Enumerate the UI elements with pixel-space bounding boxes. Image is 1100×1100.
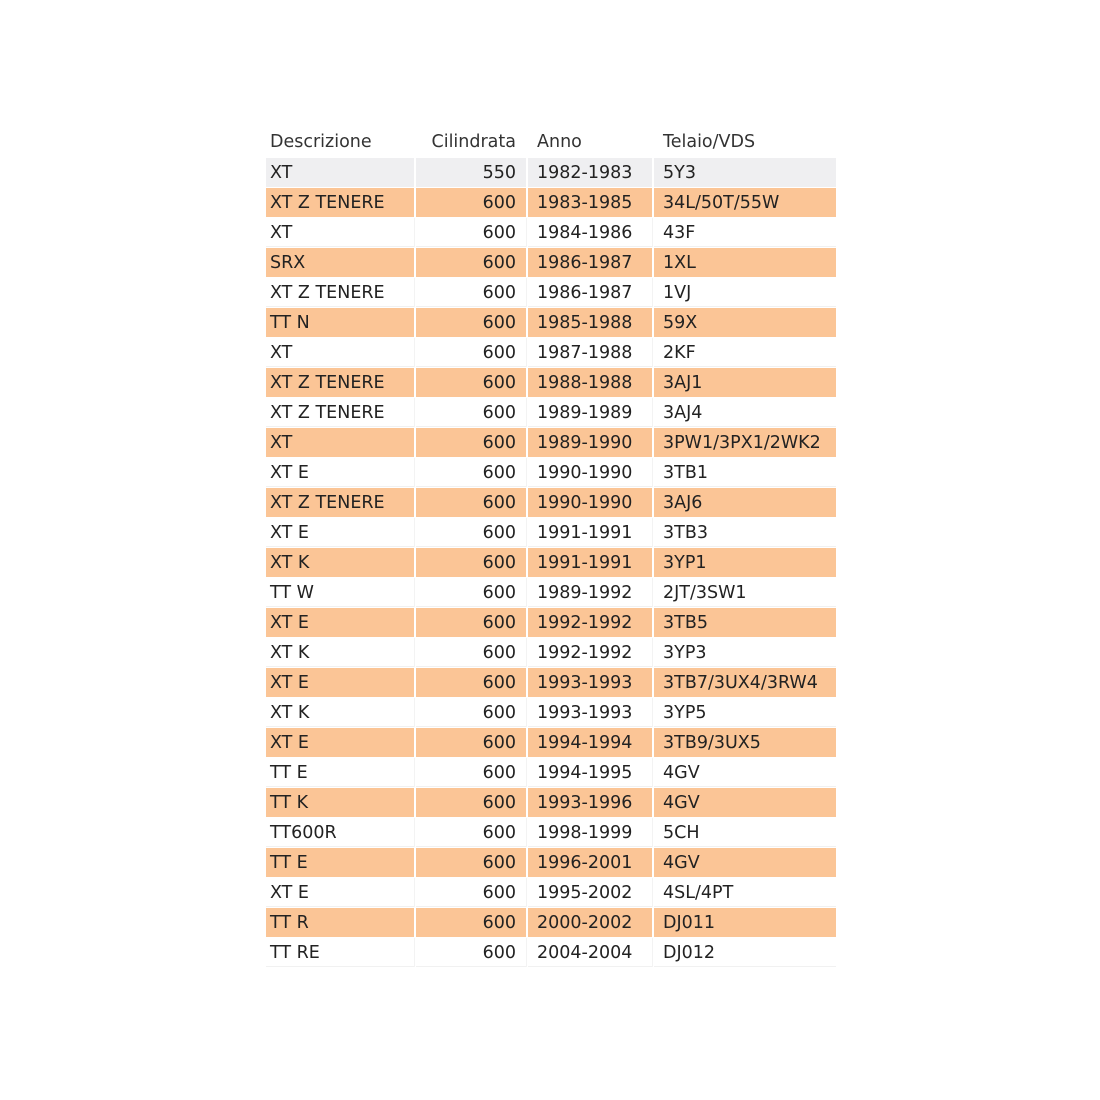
cell-telaio-vds: 59X — [654, 308, 836, 337]
cell-telaio-vds: 3TB1 — [654, 458, 836, 487]
cell-telaio-vds: 3TB5 — [654, 608, 836, 637]
cell-descrizione: TT K — [266, 788, 414, 817]
table-row[interactable] — [266, 308, 836, 338]
table-row[interactable] — [266, 578, 836, 608]
models-table — [266, 128, 836, 968]
cell-telaio-vds: 5Y3 — [654, 158, 836, 187]
cell-descrizione: XT — [266, 218, 414, 247]
cell-descrizione: XT K — [266, 548, 414, 577]
cell-anno: 2004-2004 — [528, 938, 652, 967]
cell-anno: 1987-1988 — [528, 338, 652, 367]
table-row[interactable] — [266, 248, 836, 278]
cell-anno: 1994-1994 — [528, 728, 652, 757]
table-row[interactable] — [266, 398, 836, 428]
cell-telaio-vds: 4SL/4PT — [654, 878, 836, 907]
cell-telaio-vds: 3TB9/3UX5 — [654, 728, 836, 757]
cell-anno: 1996-2001 — [528, 848, 652, 877]
table-row[interactable] — [266, 458, 836, 488]
cell-telaio-vds: 2JT/3SW1 — [654, 578, 836, 607]
cell-cilindrata: 600 — [416, 788, 526, 817]
cell-cilindrata: 600 — [416, 728, 526, 757]
cell-cilindrata: 600 — [416, 608, 526, 637]
column-header-anno[interactable]: Anno — [528, 128, 652, 158]
cell-cilindrata: 600 — [416, 368, 526, 397]
table-row[interactable] — [266, 368, 836, 398]
cell-cilindrata: 600 — [416, 308, 526, 337]
cell-anno: 1985-1988 — [528, 308, 652, 337]
table-row[interactable] — [266, 488, 836, 518]
cell-cilindrata: 600 — [416, 698, 526, 727]
cell-anno: 1995-2002 — [528, 878, 652, 907]
cell-descrizione: XT E — [266, 728, 414, 757]
cell-cilindrata: 600 — [416, 188, 526, 217]
cell-cilindrata: 600 — [416, 338, 526, 367]
cell-cilindrata: 600 — [416, 548, 526, 577]
table-row[interactable] — [266, 608, 836, 638]
cell-anno: 1986-1987 — [528, 248, 652, 277]
table-row[interactable] — [266, 728, 836, 758]
cell-anno: 1998-1999 — [528, 818, 652, 847]
cell-cilindrata: 600 — [416, 398, 526, 427]
cell-cilindrata: 600 — [416, 428, 526, 457]
table-row[interactable] — [266, 788, 836, 818]
cell-anno: 1994-1995 — [528, 758, 652, 787]
cell-cilindrata: 600 — [416, 878, 526, 907]
cell-telaio-vds: 5CH — [654, 818, 836, 847]
cell-telaio-vds: 3TB7/3UX4/3RW4 — [654, 668, 836, 697]
cell-anno: 1982-1983 — [528, 158, 652, 187]
cell-anno: 1990-1990 — [528, 488, 652, 517]
cell-telaio-vds: 1VJ — [654, 278, 836, 307]
cell-descrizione: XT E — [266, 458, 414, 487]
table-row[interactable] — [266, 818, 836, 848]
cell-cilindrata: 600 — [416, 848, 526, 877]
column-header-cilindrata[interactable]: Cilindrata — [416, 128, 526, 158]
cell-descrizione: TT R — [266, 908, 414, 937]
cell-descrizione: XT Z TENERE — [266, 488, 414, 517]
cell-anno: 2000-2002 — [528, 908, 652, 937]
table-row[interactable] — [266, 278, 836, 308]
table-row[interactable] — [266, 338, 836, 368]
table-row[interactable] — [266, 878, 836, 908]
cell-descrizione: XT Z TENERE — [266, 368, 414, 397]
cell-descrizione: XT E — [266, 878, 414, 907]
cell-telaio-vds: 3PW1/3PX1/2WK2 — [654, 428, 836, 457]
cell-telaio-vds: 3AJ4 — [654, 398, 836, 427]
cell-anno: 1991-1991 — [528, 548, 652, 577]
cell-cilindrata: 600 — [416, 818, 526, 847]
cell-descrizione: SRX — [266, 248, 414, 277]
table-row[interactable] — [266, 698, 836, 728]
cell-anno: 1986-1987 — [528, 278, 652, 307]
cell-telaio-vds: 3AJ1 — [654, 368, 836, 397]
table-row[interactable] — [266, 158, 836, 188]
cell-descrizione: XT — [266, 428, 414, 457]
table-body — [266, 158, 836, 968]
cell-anno: 1989-1992 — [528, 578, 652, 607]
cell-cilindrata: 600 — [416, 938, 526, 967]
cell-cilindrata: 600 — [416, 908, 526, 937]
cell-anno: 1991-1991 — [528, 518, 652, 547]
cell-telaio-vds: 34L/50T/55W — [654, 188, 836, 217]
cell-telaio-vds: DJ011 — [654, 908, 836, 937]
cell-descrizione: TT N — [266, 308, 414, 337]
cell-telaio-vds: 4GV — [654, 758, 836, 787]
cell-anno: 1990-1990 — [528, 458, 652, 487]
cell-cilindrata: 600 — [416, 578, 526, 607]
column-header-telaio-vds[interactable]: Telaio/VDS — [654, 128, 836, 158]
cell-telaio-vds: 4GV — [654, 788, 836, 817]
table-row[interactable] — [266, 938, 836, 968]
cell-anno: 1984-1986 — [528, 218, 652, 247]
cell-descrizione: XT Z TENERE — [266, 188, 414, 217]
cell-descrizione: XT — [266, 338, 414, 367]
cell-telaio-vds: 43F — [654, 218, 836, 247]
cell-descrizione: XT K — [266, 698, 414, 727]
cell-descrizione: TT E — [266, 758, 414, 787]
cell-anno: 1993-1993 — [528, 668, 652, 697]
table-header — [266, 128, 836, 158]
cell-cilindrata: 600 — [416, 638, 526, 667]
cell-descrizione: TT W — [266, 578, 414, 607]
cell-cilindrata: 600 — [416, 668, 526, 697]
table-row[interactable] — [266, 218, 836, 248]
cell-telaio-vds: 3YP5 — [654, 698, 836, 727]
cell-anno: 1983-1985 — [528, 188, 652, 217]
table-row[interactable] — [266, 848, 836, 878]
cell-cilindrata: 600 — [416, 248, 526, 277]
cell-anno: 1992-1992 — [528, 638, 652, 667]
column-header-descrizione[interactable]: Descrizione — [270, 132, 372, 152]
table-row[interactable] — [266, 428, 836, 458]
table-row[interactable] — [266, 908, 836, 938]
cell-telaio-vds: 3YP3 — [654, 638, 836, 667]
table-row[interactable] — [266, 548, 836, 578]
cell-telaio-vds: 2KF — [654, 338, 836, 367]
cell-telaio-vds: 4GV — [654, 848, 836, 877]
cell-telaio-vds: 3AJ6 — [654, 488, 836, 517]
cell-anno: 1992-1992 — [528, 608, 652, 637]
cell-cilindrata: 600 — [416, 458, 526, 487]
cell-descrizione: TT E — [266, 848, 414, 877]
cell-telaio-vds: 1XL — [654, 248, 836, 277]
table-row[interactable] — [266, 758, 836, 788]
table-row[interactable] — [266, 668, 836, 698]
cell-descrizione: XT — [266, 158, 414, 187]
cell-telaio-vds: 3TB3 — [654, 518, 836, 547]
cell-cilindrata: 600 — [416, 278, 526, 307]
cell-cilindrata: 600 — [416, 518, 526, 547]
table-row[interactable] — [266, 188, 836, 218]
cell-descrizione: XT E — [266, 608, 414, 637]
cell-descrizione: TT600R — [266, 818, 414, 847]
cell-descrizione: TT RE — [266, 938, 414, 967]
cell-cilindrata: 600 — [416, 758, 526, 787]
cell-descrizione: XT Z TENERE — [266, 398, 414, 427]
cell-anno: 1993-1996 — [528, 788, 652, 817]
cell-telaio-vds: DJ012 — [654, 938, 836, 967]
cell-descrizione: XT E — [266, 668, 414, 697]
cell-descrizione: XT E — [266, 518, 414, 547]
cell-descrizione: XT Z TENERE — [266, 278, 414, 307]
cell-cilindrata: 550 — [416, 158, 526, 187]
table-row[interactable] — [266, 638, 836, 668]
cell-cilindrata: 600 — [416, 488, 526, 517]
cell-cilindrata: 600 — [416, 218, 526, 247]
cell-anno: 1989-1990 — [528, 428, 652, 457]
cell-descrizione: XT K — [266, 638, 414, 667]
table-row[interactable] — [266, 518, 836, 548]
cell-telaio-vds: 3YP1 — [654, 548, 836, 577]
cell-anno: 1993-1993 — [528, 698, 652, 727]
cell-anno: 1988-1988 — [528, 368, 652, 397]
cell-anno: 1989-1989 — [528, 398, 652, 427]
